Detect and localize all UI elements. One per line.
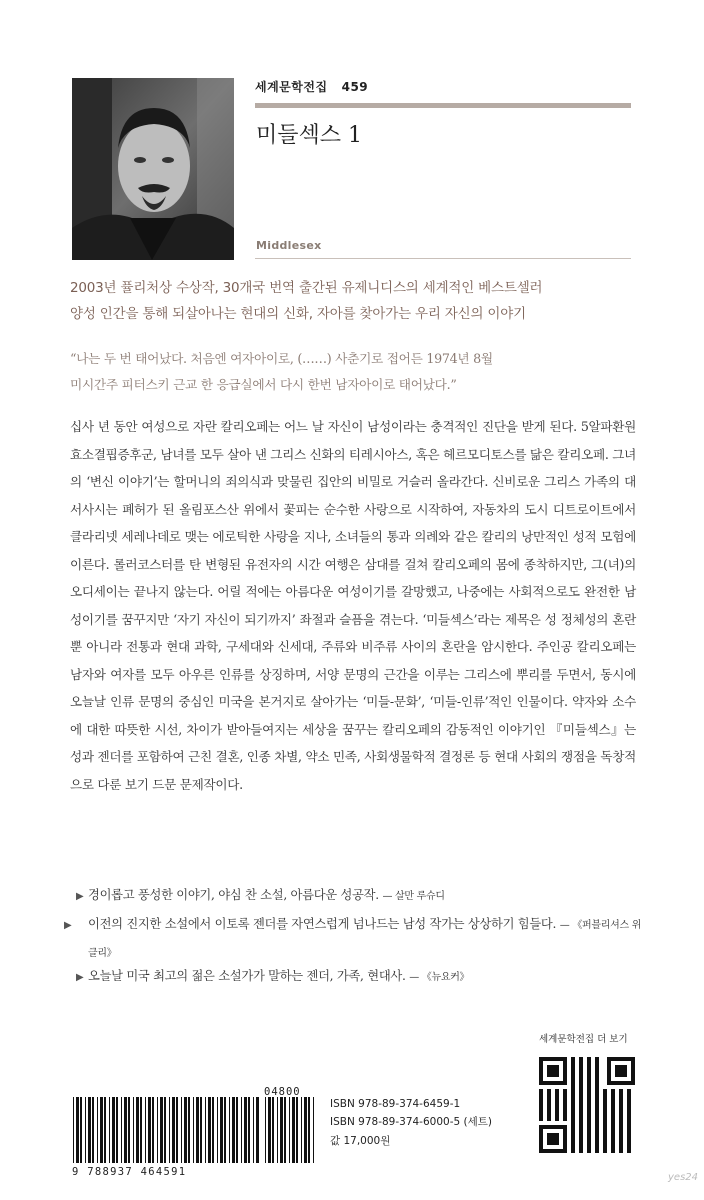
isbn-line-2: ISBN 978-89-374-6000-5 (세트) [330, 1116, 492, 1128]
tagline-line-1: 2003년 퓰리처상 수상작, 30개국 번역 출간된 유제니디스의 세계적인 베스트셀러 [70, 280, 543, 296]
review-item [76, 885, 445, 903]
author-photo [72, 78, 234, 260]
review-text: 이전의 진지한 소설에서 이토록 젠더를 자연스럽게 넘나드는 남성 작가는 상상하기 힘들다. [88, 917, 557, 931]
book-subtitle: Middlesex [256, 239, 322, 252]
review-source: — 《뉴요커》 [409, 972, 470, 983]
qr-label: 세계문학전집 더 보기 [539, 1034, 628, 1045]
triangle-bullet-icon: ▶ [76, 972, 84, 983]
price: 값 17,000원 [330, 1135, 391, 1147]
barcode-digits: 9 788937 464591 [72, 1166, 187, 1178]
review-text: 오늘날 미국 최고의 젊은 소설가가 말하는 젠더, 가족, 현대사. [88, 969, 406, 983]
series-label [255, 78, 368, 95]
watermark: yes24 [668, 1172, 699, 1183]
review-text: 경이롭고 풍성한 이야기, 야심 찬 소설, 아름다운 성공작. [88, 888, 379, 902]
review-source: — 살만 루슈디 [382, 891, 445, 902]
review-item [76, 966, 469, 984]
triangle-bullet-icon: ▶ [64, 920, 72, 931]
series-number: 459 [341, 80, 369, 94]
quote-line-2: 미시간주 피터스키 근교 한 응급실에서 다시 한번 남자아이로 태어났다.” [70, 377, 457, 392]
triangle-bullet-icon: ▶ [76, 891, 84, 902]
isbn-barcode [72, 1097, 260, 1167]
book-title: 미들섹스 1 [256, 123, 362, 148]
quote-line-1: “나는 두 번 태어났다. 처음엔 여자아이로, (……) 사춘기로 접어든 1974년 8월 [70, 351, 493, 366]
addon-barcode [264, 1097, 316, 1167]
review-item [64, 911, 648, 967]
divider [255, 258, 631, 259]
series-name: 세계문학전집 [255, 80, 328, 94]
synopsis-body: 십사 년 동안 여성으로 자란 칼리오페는 어느 날 자신이 남성이라는 충격적인 진단을 받게 된다. 5알파환원효소결핍증후군, 남녀를 모두 살아 낸 그리스 신화의 티레시아스, 혹은 헤르모디토스를 닮은 칼리오페. 그녀의 ‘변신 이야기’는 할머니의 죄의식과 맞물린 집안의 비밀로 거슬러 올라간다. 신비로운 그리스 가족의 대서사시는 폐허가 된 올림포스산 위에서 꽃피는 순수한 사랑으로 시작하여, 자동차의 도시 디트로이트에서 클라리넷 세레나데로 맺는 에로틱한 사랑을 지나, 소녀들의 통과 의례와 같은 칼리의 낭만적인 성적 모험에 이른다. 롤러코스터를 탄 변형된 유전자의 시간 여행은 삼대를 걸쳐 칼리오페의 몸에 종착하지만, 그(녀)의 오디세이는 끝나지 않는다. 어릴 적에는 아름다운 여성이기를 갈망했고, 나중에는 사회적으로도 완전한 남성이기를 꿈꾸지만 ‘자기 자신이 되기까지’ 좌절과 슬픔을 겪는다. ‘미들섹스’라는 제목은 성 정체성의 혼란뿐 아니라 전통과 현대 과학, 구세대와 신세대, 주류와 비주류 사이의 혼란을 암시한다. 주인공 칼리오페는 남자와 여자를 모두 아우른 인류를 상징하며, 서양 문명의 근간을 이루는 그리스에 뿌리를 두면서, 동시에 오늘날 인류 문명의 중심인 미국을 본거지로 살아가는 ‘미들-문화’, ‘미들-인류’적인 인물이다. 약자와 소수에 대한 따뜻한 시선, 차이가 받아들여지는 세상을 꿈꾸는 칼리오페의 감동적인 이야기인 『미들섹스』는 성과 젠더를 포함하여 근친 결혼, 인종 차별, 약소 민족, 사회생물학적 결정론 등 현대 사회의 쟁점을 독창적으로 다룬 보기 드문 문제작이다. [70, 419, 636, 792]
qr-code[interactable] [539, 1057, 635, 1153]
isbn-line-1: ISBN 978-89-374-6459-1 [330, 1098, 461, 1110]
addon-digits: 04800 [264, 1086, 301, 1098]
portrait-image [72, 78, 234, 260]
accent-bar [255, 103, 631, 108]
tagline-line-2: 양성 인간을 통해 되살아나는 현대의 신화, 자아를 찾아가는 우리 자신의 이야기 [70, 306, 526, 322]
review-source: — 《퍼블리셔스 위클리》 [88, 920, 642, 959]
